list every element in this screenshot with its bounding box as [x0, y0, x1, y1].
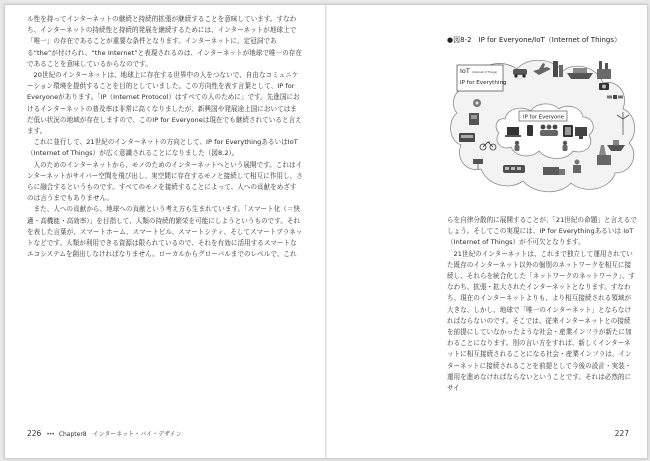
left-paragraph-4: 人のためのインターネットから、モノのためのインターネットへという展開です。これはインターネットがサイバー空間を飛び出し、実空間に存在するモノと接続して相互に作用し、さらに融合するというものです。すべてのモノを接続することによって、人への貢献をめざすのは言うまでもありません。	[27, 160, 303, 203]
figure-bullet: ●	[447, 36, 454, 44]
right-paragraph-1: らを自律分散的に展開することが、「21世紀の命題」と言えるでしょう。そしてこの実現には、IP for Everythingあるいは IoT（Internet of Things）が不可欠となります。	[447, 216, 637, 247]
sensor-icon	[473, 99, 481, 107]
left-paragraph-3: これに並行して、21世紀のインターネットの方向として、IP for EverythingあるいはIoT（Internet of Things）が広く意識されることになりました（図8.2）。	[27, 138, 298, 158]
home-appliance-icon	[469, 113, 479, 125]
iot-sub-label: (Internet of Things)	[472, 71, 498, 74]
skyscraper-icon	[553, 61, 563, 77]
footer-chapter: Chapter8 インターネット・バイ・デザイン	[58, 431, 182, 438]
ip-for-everyone-box	[519, 111, 567, 121]
right-paragraph-2: 21世紀のインターネットは、これまで独立して運用されていた既存のインターネット以外の個別のネットワークを相互に接続し、それらを統合化した「ネットワークのネットワーク」、すなわち、拡張・拡大されたインターネットとなります。すなわち、現在のインターネットよりも、より相互接続される領域が大きな、しかし、地球で「唯一のインターネット」とならなければならないのです。そこでは、従来インターネットとの接続を前提にしていなかったような社会・産業インフラが新たに加わることになります。別の言い方をすれば、新しくインターネットに相互接続されることになる社会・産業インフラは、インターネットに接続されることを前提として今後の設計・実装・運用を進めなければならないということです。それは必然的にサイ	[447, 249, 636, 393]
iot-figure	[447, 49, 637, 199]
bus-icon	[459, 133, 475, 142]
left-paragraph-5: また、人への貢献から、地球への貢献という考え方も生まれています。「スマート化（＝快適・高機能・高効率）」を目指して、人類の持続的繁栄を可能にしようというものです。それを表した言葉が、スマートホーム、スマートビル、スマートシティ、そしてスマートプラネットなどです。人類が利用できる資源は限られているので、それを有効に活用するスマートなエコシステムを創出しなければなりません。ローカルからグローバルまでのレベルで、これ	[27, 205, 303, 259]
satellite-icon	[607, 95, 623, 99]
figure-label: 図8-2 IP for Everyone/IoT（Internet of Things）	[453, 36, 621, 44]
right-page-body	[447, 215, 637, 394]
footer-dots: •••	[46, 431, 54, 438]
right-page-number: 227	[614, 429, 629, 438]
iot-label: IoT	[460, 67, 470, 75]
left-paragraph-2: 20世紀のインターネットは、地球上に存在する世界中の人をつないで、自由なコミュニケーション環境を提供することを目的としていました。この方向性を表す言葉として、IP for Everyoneがあります。「IP（Internet Protocol）はすべての人のために」です。先進国におけるインターネットの普及率は非常に高くなりましたが、新興国や発展途上国においてはまだ低い状況の地域が存在しますので、このIP for Everyoneは現在でも継続されていると言えます。	[27, 71, 302, 136]
ip-for-everything-label: IP for Everything	[460, 80, 507, 86]
left-footer	[27, 429, 182, 438]
left-page-body	[27, 14, 303, 260]
people-group-icon	[540, 125, 558, 136]
tablet-icon	[563, 125, 573, 137]
camera-icon	[599, 83, 609, 90]
factory-icon	[597, 61, 611, 79]
smartphone-icon	[527, 125, 533, 136]
left-page-number: 226	[27, 429, 42, 438]
left-paragraph-1: ル性を持ってインターネットの継続と持続的拡張が継続することを意味しています。すなわち、インターネットの持続性と持続的発展を継続するためには、インターネットが地球上で「唯一」の存在であることが重要な条件となります。インターネットに、定冠詞である“the”が付けられ、“the Internet”と表現されるのは、インターネットが地球で唯一の存在であることを意味しているからなのです。	[27, 15, 302, 68]
person-icon	[563, 141, 568, 151]
right-page	[327, 5, 647, 458]
figure-caption	[447, 35, 621, 45]
iot-label-box	[457, 65, 507, 91]
left-page	[5, 5, 325, 458]
train-icon	[503, 165, 525, 173]
laptop-icon	[505, 127, 521, 137]
ip-for-everyone-label: IP for Everyone	[523, 114, 565, 121]
person-icon	[515, 141, 520, 151]
book-spread	[4, 4, 648, 459]
